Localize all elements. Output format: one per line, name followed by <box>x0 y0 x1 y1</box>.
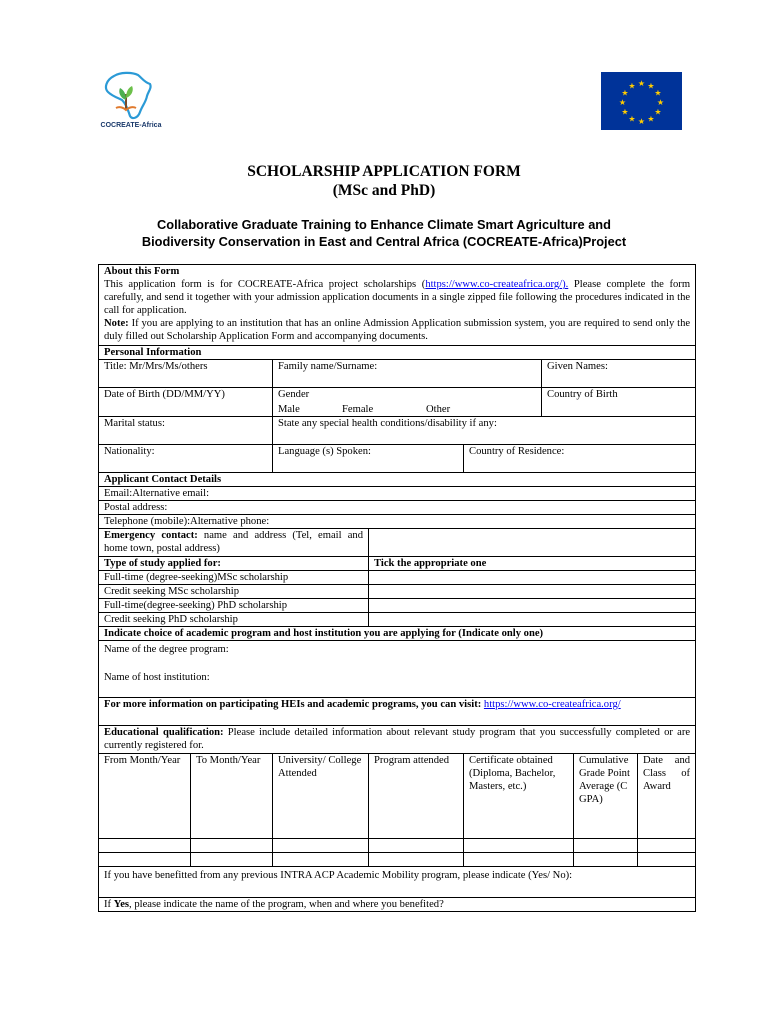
telephone-field[interactable]: Telephone (mobile):Alternative phone: <box>99 515 696 529</box>
education-heading <box>99 726 696 754</box>
edu-cell[interactable] <box>273 853 369 867</box>
edu-cell[interactable] <box>574 839 638 853</box>
if-text: If <box>104 899 114 910</box>
gender-label: Gender <box>278 389 310 400</box>
col-award: Date and Class of Award <box>638 754 696 839</box>
dob-field[interactable]: Date of Birth (DD/MM/YY) <box>99 388 273 417</box>
about-text-start: This application form is for COCREATE-Africa project scholarships ( <box>104 279 426 290</box>
svg-text:★: ★ <box>628 81 636 91</box>
program-heading-row <box>99 627 696 641</box>
study-option-label: Full-time (degree-seeking)MSc scholarship <box>99 571 369 585</box>
col-to: To Month/Year <box>191 754 273 839</box>
more-info-row <box>99 698 696 726</box>
education-label: Educational qualification: <box>104 727 224 738</box>
col-certificate: Certificate obtained (Diploma, Bachelor, Masters, etc.) <box>464 754 574 839</box>
dob-row <box>99 388 696 417</box>
form-title-sub: (MSc and PhD) <box>332 182 436 199</box>
cocreate-website-link[interactable]: https://www.co-createafrica.org/). <box>425 279 569 290</box>
study-option-label: Full-time(degree-seeking) PhD scholarship <box>99 599 369 613</box>
languages-field[interactable]: Language (s) Spoken: <box>273 445 464 473</box>
edu-cell[interactable] <box>369 853 464 867</box>
yes-text: , please indicate the name of the program, when and where you benefited? <box>129 899 444 910</box>
svg-text:★: ★ <box>637 117 646 126</box>
contact-heading-row <box>99 473 696 487</box>
title-field[interactable]: Title: Mr/Mrs/Ms/others <box>99 360 273 388</box>
education-entry-row <box>99 853 696 867</box>
study-option-tick-cell[interactable] <box>369 599 696 613</box>
note-text: If you are applying to an institution that has an online Admission Application submission system, you are required to send only the duly filled out Scholarship Application Form and accompanying documents. <box>104 318 691 342</box>
study-type-heading: Type of study applied for: <box>99 557 369 571</box>
about-heading: About this Form <box>104 266 180 277</box>
nationality-field[interactable]: Nationality: <box>99 445 273 473</box>
svg-text:★: ★ <box>628 114 636 124</box>
edu-cell[interactable] <box>464 853 574 867</box>
mobility-question[interactable]: If you have benefitted from any previous INTRA ACP Academic Mobility program, please indicate (Yes/ No): <box>99 867 696 898</box>
emergency-contact-label <box>99 529 369 557</box>
edu-cell[interactable] <box>369 839 464 853</box>
family-name-field[interactable]: Family name/Surname: <box>273 360 542 388</box>
programs-link[interactable]: https://www.co-createafrica.org/ <box>483 699 621 710</box>
study-option-label: Credit seeking MSc scholarship <box>99 585 369 599</box>
note-label: Note: <box>104 318 129 329</box>
edu-cell[interactable] <box>638 839 696 853</box>
postal-address-field[interactable]: Postal address: <box>99 501 696 515</box>
about-text-rest: Please complete the form carefully, and send it together with your admission application documents in a single zipped file following the procedures indicated in the call for application. <box>104 279 691 316</box>
study-option-tick-cell[interactable] <box>369 585 696 599</box>
host-institution-field[interactable]: Name of host institution: <box>104 672 210 683</box>
edu-cell[interactable] <box>638 853 696 867</box>
email-field[interactable]: Email:Alternative email: <box>99 487 696 501</box>
col-from: From Month/Year <box>99 754 191 839</box>
svg-text:★: ★ <box>621 88 629 98</box>
study-heading-row <box>99 557 696 571</box>
country-birth-field[interactable]: Country of Birth <box>542 388 696 417</box>
edu-cell[interactable] <box>99 839 191 853</box>
col-cgpa: Cumulative Grade Point Average (CGPA) <box>574 754 638 839</box>
more-info <box>99 698 696 726</box>
edu-cell[interactable] <box>574 853 638 867</box>
form-title: SCHOLARSHIP APPLICATION FORM <box>247 163 521 180</box>
svg-text:★: ★ <box>654 107 662 117</box>
marital-row <box>99 417 696 445</box>
education-heading-row <box>99 726 696 754</box>
program-fields[interactable] <box>99 641 696 698</box>
svg-text:★: ★ <box>637 79 646 88</box>
residence-field[interactable]: Country of Residence: <box>464 445 696 473</box>
yes-label: Yes <box>113 899 130 910</box>
cocreate-africa-logo <box>92 70 170 136</box>
study-option-row <box>99 599 696 613</box>
mobility-yes-row <box>99 898 696 912</box>
education-header-row <box>99 754 696 839</box>
svg-text:★: ★ <box>647 81 655 91</box>
gender-option-other[interactable]: Other <box>426 404 451 415</box>
svg-text:★: ★ <box>621 107 629 117</box>
edu-cell[interactable] <box>191 839 273 853</box>
contact-heading: Applicant Contact Details <box>99 473 696 487</box>
marital-status-field[interactable]: Marital status: <box>99 417 273 445</box>
study-option-row <box>99 585 696 599</box>
project-title-line1: Collaborative Graduate Training to Enhance Climate Smart Agriculture and <box>157 217 611 232</box>
study-option-label: Credit seeking PhD scholarship <box>99 613 369 627</box>
nationality-row <box>99 445 696 473</box>
about-section <box>99 265 696 346</box>
education-text: Please include detailed information about relevant study program that you successfully completed or are currently registered for. <box>104 727 691 751</box>
gender-option-male[interactable]: Male <box>278 404 300 415</box>
health-conditions-field[interactable]: State any special health conditions/disability if any: <box>273 417 696 445</box>
personal-heading-row <box>99 346 696 360</box>
study-option-row <box>99 613 696 627</box>
mobility-yes-field[interactable] <box>99 898 696 912</box>
svg-text:★: ★ <box>618 98 627 107</box>
program-fields-row <box>99 641 696 698</box>
study-option-tick-cell[interactable] <box>369 613 696 627</box>
given-names-field[interactable]: Given Names: <box>542 360 696 388</box>
gender-option-female[interactable]: Female <box>342 404 374 415</box>
study-option-tick-cell[interactable] <box>369 571 696 585</box>
mobility-row <box>99 867 696 898</box>
degree-program-field[interactable]: Name of the degree program: <box>104 644 229 655</box>
col-university: University/ College Attended <box>273 754 369 839</box>
edu-cell[interactable] <box>99 853 191 867</box>
program-heading: Indicate choice of academic program and host institution you are applying for (Indicate only one) <box>99 627 696 641</box>
application-form-table <box>98 264 696 912</box>
education-entry-row <box>99 839 696 853</box>
study-option-row <box>99 571 696 585</box>
project-title-line2: Biodiversity Conservation in East and Central Africa (COCREATE-Africa)Project <box>141 234 627 249</box>
tick-heading: Tick the appropriate one <box>369 557 696 571</box>
edu-cell[interactable] <box>191 853 273 867</box>
more-info-text: For more information on participating HEIs and academic programs, you can visit: <box>104 699 484 710</box>
edu-cell[interactable] <box>464 839 574 853</box>
svg-text:★: ★ <box>647 114 655 124</box>
col-program: Program attended <box>369 754 464 839</box>
personal-heading: Personal Information <box>99 346 696 360</box>
edu-cell[interactable] <box>273 839 369 853</box>
svg-text:★: ★ <box>656 98 665 107</box>
africa-map-icon <box>92 70 170 122</box>
name-row <box>99 360 696 388</box>
emergency-label: Emergency contact: <box>104 530 198 541</box>
emergency-contact-field[interactable] <box>369 529 696 557</box>
gender-field[interactable] <box>273 388 542 417</box>
eu-stars-icon <box>601 72 682 130</box>
eu-flag <box>601 72 682 130</box>
logo-caption: COCREATE-Africa <box>100 122 162 129</box>
svg-text:★: ★ <box>654 88 662 98</box>
emergency-row <box>99 529 696 557</box>
emergency-text: name and address (Tel, email and home town, postal address) <box>104 530 363 554</box>
